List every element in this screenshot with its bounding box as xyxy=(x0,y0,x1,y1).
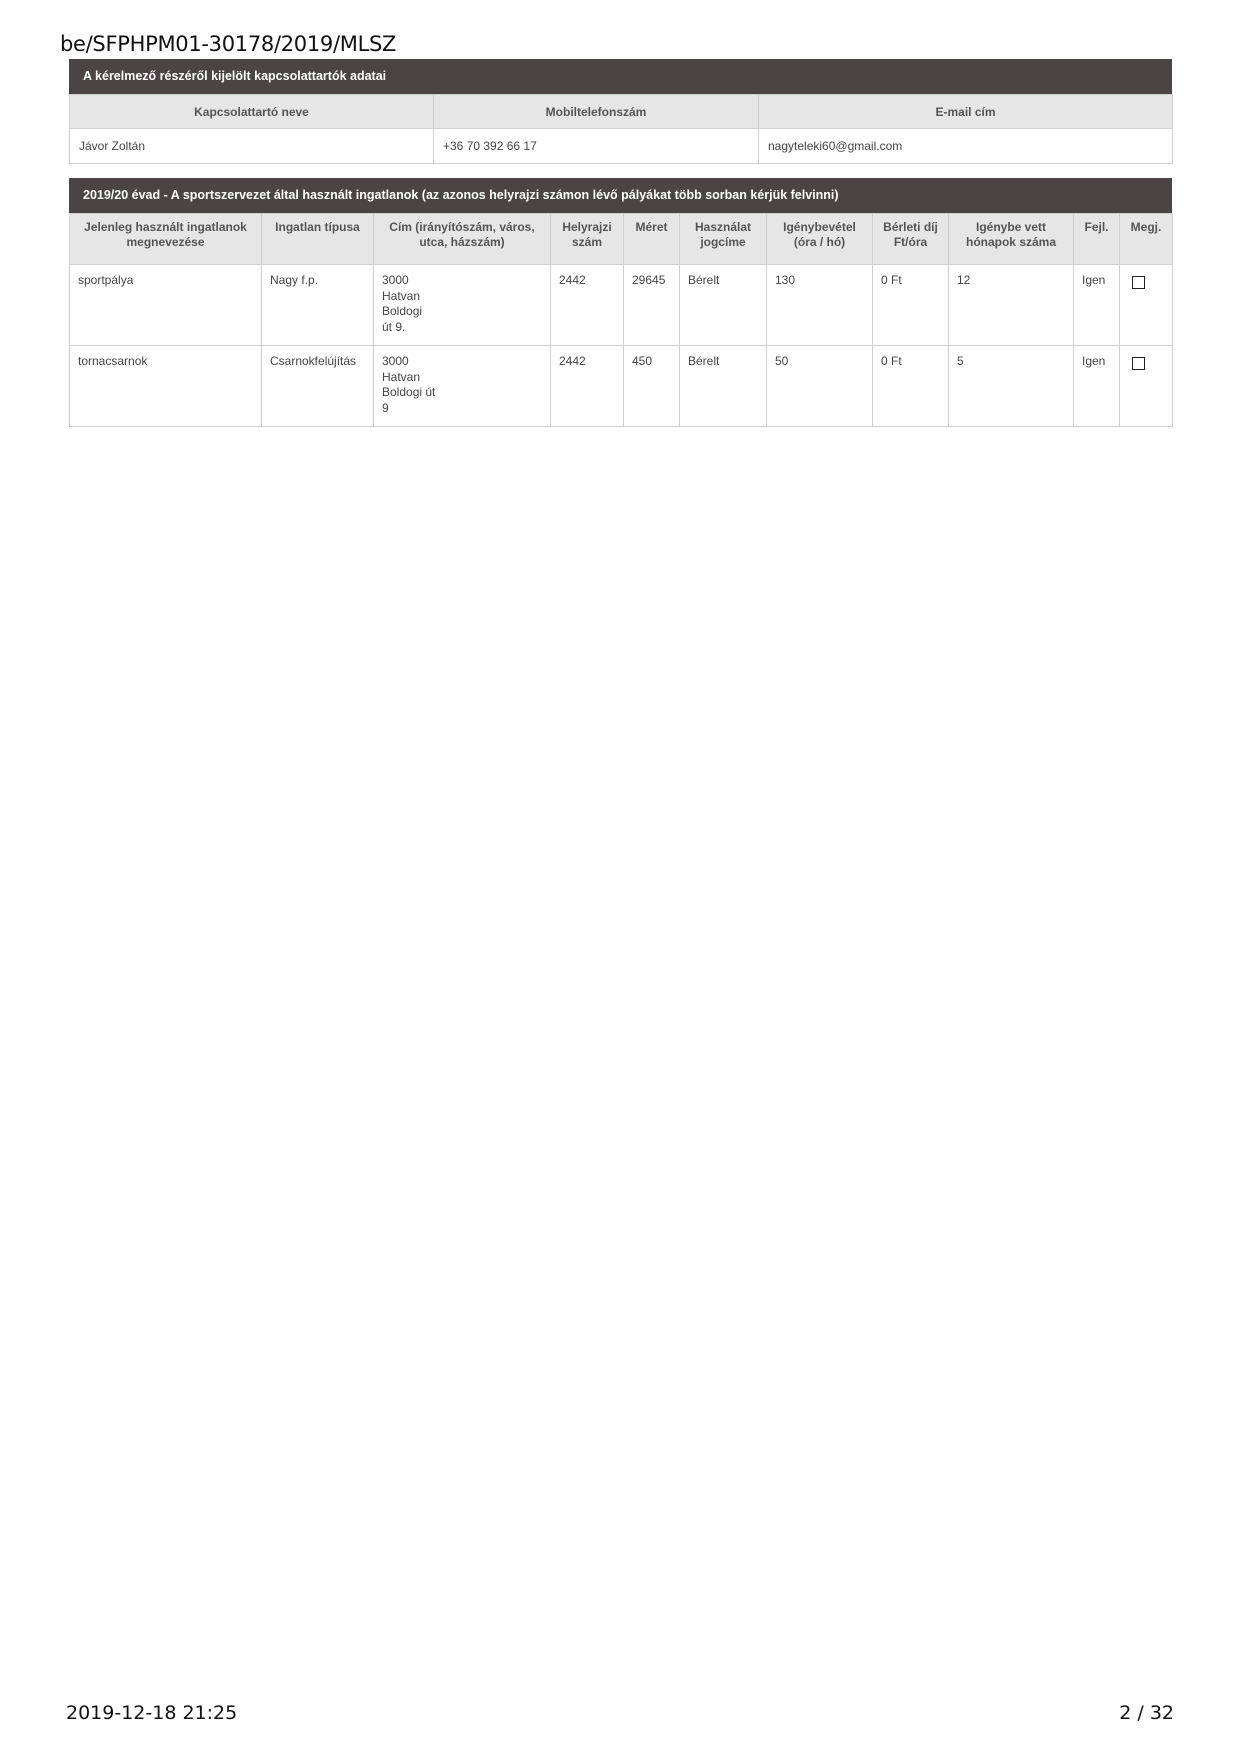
column-header: Megj. xyxy=(1120,214,1173,265)
column-header: Bérleti díj Ft/óra xyxy=(873,214,949,265)
property-address xyxy=(374,346,551,427)
contacts-header-row xyxy=(70,95,1173,129)
column-header: Használat jogcíme xyxy=(680,214,767,265)
column-header: Kapcsolattartó neve xyxy=(70,95,434,129)
property-fee: 0 Ft xyxy=(873,265,949,346)
page-number: 2 / 32 xyxy=(1119,1702,1174,1724)
property-type: Csarnokfelújítás xyxy=(262,346,374,427)
properties-header-row xyxy=(70,214,1173,265)
property-size: 29645 xyxy=(624,265,680,346)
table-row xyxy=(70,265,1173,346)
contact-phone: +36 70 392 66 17 xyxy=(434,129,759,164)
property-fee: 0 Ft xyxy=(873,346,949,427)
property-name: sportpálya xyxy=(70,265,262,346)
column-header: Méret xyxy=(624,214,680,265)
property-note xyxy=(1120,265,1173,346)
address-line: Hatvan xyxy=(382,288,421,303)
note-checkbox[interactable] xyxy=(1132,276,1145,289)
properties-table xyxy=(69,213,1173,427)
address-line: Hatvan xyxy=(382,369,421,384)
column-header: Ingatlan típusa xyxy=(262,214,374,265)
property-dev: Igen xyxy=(1074,265,1120,346)
column-header: Jelenleg használt ingatlanok megnevezése xyxy=(70,214,262,265)
property-dev: Igen xyxy=(1074,346,1120,427)
contacts-section-title: A kérelmező részéről kijelölt kapcsolattartók adatai xyxy=(69,59,1172,94)
property-size: 450 xyxy=(624,346,680,427)
property-note xyxy=(1120,346,1173,427)
properties-section xyxy=(69,178,1172,427)
column-header: Igénybevétel (óra / hó) xyxy=(767,214,873,265)
column-header: Fejl. xyxy=(1074,214,1120,265)
table-row xyxy=(70,346,1173,427)
note-checkbox[interactable] xyxy=(1132,357,1145,370)
address-line: 3000 xyxy=(382,273,409,287)
document-id: be/SFPHPM01-30178/2019/MLSZ xyxy=(60,32,397,56)
properties-section-title: 2019/20 évad - A sportszervezet által használt ingatlanok (az azonos helyrajzi számon lévő pályákat több sorban kérjük felvinni) xyxy=(69,178,1172,213)
table-row xyxy=(70,129,1173,164)
address-line: Boldogi út xyxy=(382,385,436,399)
property-name: tornacsarnok xyxy=(70,346,262,427)
address-line: út 9. xyxy=(382,319,406,334)
contact-name: Jávor Zoltán xyxy=(70,129,434,164)
address-line: 3000 xyxy=(382,354,409,368)
column-header: Mobiltelefonszám xyxy=(434,95,759,129)
address-line: Boldogi xyxy=(382,304,423,318)
property-months: 5 xyxy=(949,346,1074,427)
property-hrsz: 2442 xyxy=(551,346,624,427)
property-hours: 50 xyxy=(767,346,873,427)
print-timestamp: 2019-12-18 21:25 xyxy=(66,1702,238,1724)
contacts-section xyxy=(69,59,1172,164)
address-line: 9 xyxy=(382,400,389,415)
column-header: Cím (irányítószám, város, utca, házszám) xyxy=(374,214,551,265)
property-type: Nagy f.p. xyxy=(262,265,374,346)
column-header: Helyrajzi szám xyxy=(551,214,624,265)
column-header: E-mail cím xyxy=(759,95,1173,129)
property-usage: Bérelt xyxy=(680,346,767,427)
contacts-table xyxy=(69,94,1173,164)
property-usage: Bérelt xyxy=(680,265,767,346)
property-address xyxy=(374,265,551,346)
contact-email: nagyteleki60@gmail.com xyxy=(759,129,1173,164)
property-hrsz: 2442 xyxy=(551,265,624,346)
column-header: Igénybe vett hónapok száma xyxy=(949,214,1074,265)
property-months: 12 xyxy=(949,265,1074,346)
property-hours: 130 xyxy=(767,265,873,346)
